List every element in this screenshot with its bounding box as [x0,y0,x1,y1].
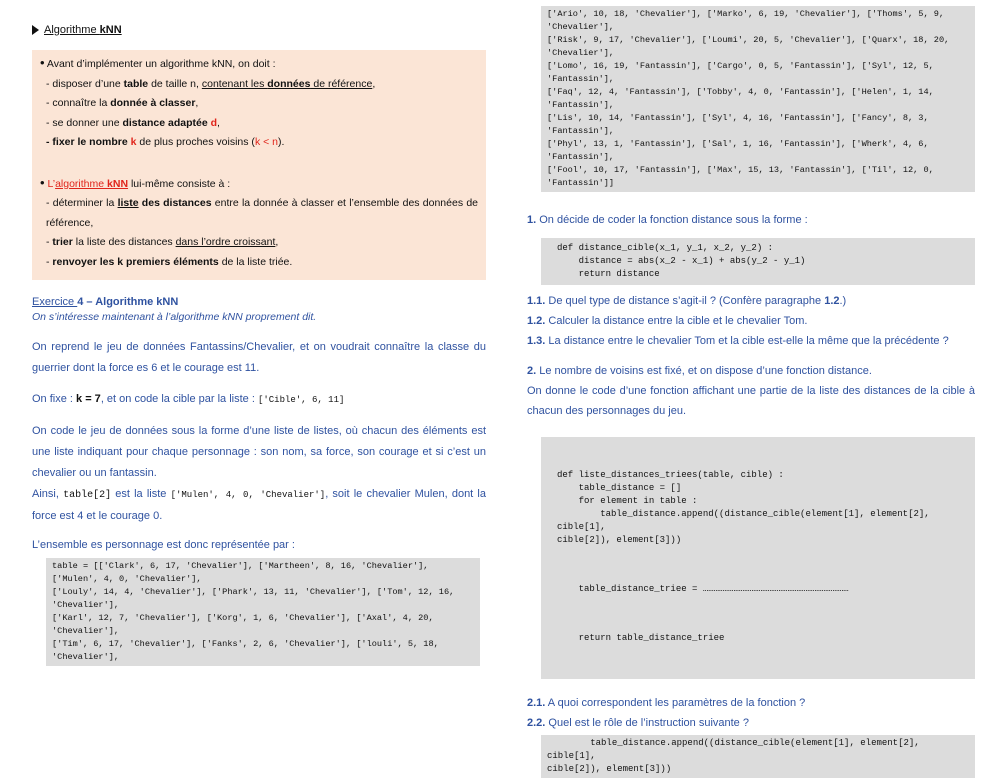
paragraph: On fixe : k = 7, et on code la cible par la liste : ['Cible', 6, 11] [32,393,345,405]
box-line: - renvoyer les k premiers éléments de la liste triée. [46,255,293,268]
triangle-bullet-icon [32,25,39,35]
box-line: • Avant d’implémenter un algorithme kNN, on doit : [40,55,276,70]
box-line: - trier la liste des distances dans l’ordre croissant, [46,236,279,248]
question-1-1: 1.1. De quel type de distance s’agit-il ? (Confère paragraphe 1.2.) [527,295,847,307]
box-line: - connaître la donnée à classer, [46,97,199,109]
question-1: 1. On décide de coder la fonction distance sous la forme : [527,214,808,226]
paragraph: On reprend le jeu de données Fantassins/Chevalier, et on voudrait connaître la classe du guerrier dont la force es 6 et le courage est 11. [32,341,486,374]
question-2-text: On donne le code d’une fonction affichant une partie de la liste des distances de la cible à chacun des personnages du jeu. [527,385,975,417]
code-block-table: table = [['Clark', 6, 17, 'Chevalier'], ['Martheen', 8, 16, 'Chevalier'], ['Mulen', 4, 0, 'Chevalier'], ['Louly', 14, 4, 'Chevalier'], ['Phark', 13, 11, 'Chevalier'], ['Tom', 12, 16, 'Chevalier'], ['Karl', 12, 7, 'Chevalier'], ['Korg', 1, 6, 'Chevalier'], ['Axal', 4, 20, 'Chevalier'], ['Tim', 6, 17, 'Chevalier'], ['Fanks', 2, 6, 'Chevalier'], ['louli', 5, 18, 'Chevalier'], [46,558,480,666]
box-line: - se donner une distance adaptée d, [46,116,220,129]
code-block-table-continued: ['Ario', 10, 18, 'Chevalier'], ['Marko', 6, 19, 'Chevalier'], ['Thoms', 5, 9, 'Chevalier'], ['Risk', 9, 17, 'Chevalier'], ['Loumi', 20, 5, 'Chevalier'], ['Quarx', 18, 20, 'Chevalier'], ['Lomo', 16, 19, 'Fantassin'], ['Cargo', 0, 5, 'Fantassin'], ['Syl', 12, 5, 'Fantassin'], ['Faq', 12, 4, 'Fantassin'], ['Tobby', 4, 0, 'Fantassin'], ['Helen', 1, 14, 'Fantassin'], ['Lis', 10, 14, 'Fantassin'], ['Syl', 4, 16, 'Fantassin'], ['Fancy', 8, 3, 'Fantassin'], ['Phyl', 13, 1, 'Fantassin'], ['Sal', 1, 16, 'Fantassin'], ['Wherk', 4, 6, 'Fantassin'], ['Fool', 10, 17, 'Fantassin'], ['Max', 15, 13, 'Fantassin'], ['Til', 12, 0, 'Fantassin']] [541,6,975,192]
exercise-title: Exercice 4 – Algorithme kNN [32,296,179,308]
question-2-1: 2.1. A quoi correspondent les paramètres de la fonction ? [527,697,806,709]
section-heading: Algorithme kNN [32,24,486,36]
code-block-sorted-distances: def liste_distances_triees(table, cible) : table_distance = [] for element in table : table_distance.append((distance_cible(element[1], element[2], cible[1], cible[2]), element[3])) table_distance_triee = ……………………………………………………………………… return table_distance_triee [541,437,975,679]
box-line: - fixer le nombre k de plus proches voisins (k < n). [46,136,285,148]
right-column [527,6,975,778]
question-1-3: 1.3. La distance entre le chevalier Tom et la cible est-elle la même que la précédente ? [527,335,949,347]
bullet-icon: • [40,174,45,190]
knn-requirements-box [32,50,486,280]
box-line: - disposer d’une table de taille n, contenant les données de référence, [46,77,376,90]
box-line: • L’algorithme kNN lui-même consiste à : [40,174,231,190]
code-block-append: table_distance.append((distance_cible(element[1], element[2], cible[1], cible[2]), element[3])) [541,735,975,778]
exercise-subtitle: On s’intéresse maintenant à l’algorithme kNN proprement dit. [32,311,317,323]
left-column [32,18,486,666]
question-2-2: 2.2. Quel est le rôle de l’instruction suivante ? [527,717,749,729]
question-2: 2. Le nombre de voisins est fixé, et on dispose d’une fonction distance. [527,365,872,377]
box-line: - déterminer la liste des distances entre la donnée à classer et l’ensemble des données de référence, [46,197,478,229]
bullet-icon: • [40,55,45,70]
paragraph: Ainsi, table[2] est la liste ['Mulen', 4, 0, 'Chevalier'], soit le chevalier Mulen, dont la force est 4 et le courage 0. [32,488,486,522]
paragraph: On code le jeu de données sous la forme d’une liste de listes, où chacun des éléments est une liste indiquant pour chaque personnage : son nom, sa force, son courage et si c’est un chevalier ou un fantassin. [32,425,486,479]
code-block-distance: def distance_cible(x_1, y_1, x_2, y_2) : distance = abs(x_2 - x_1) + abs(y_2 - y_1) return distance [541,238,975,285]
paragraph: L’ensemble es personnage est donc représentée par : [32,539,295,551]
question-1-2: 1.2. Calculer la distance entre la cible et le chevalier Tom. [527,315,808,327]
